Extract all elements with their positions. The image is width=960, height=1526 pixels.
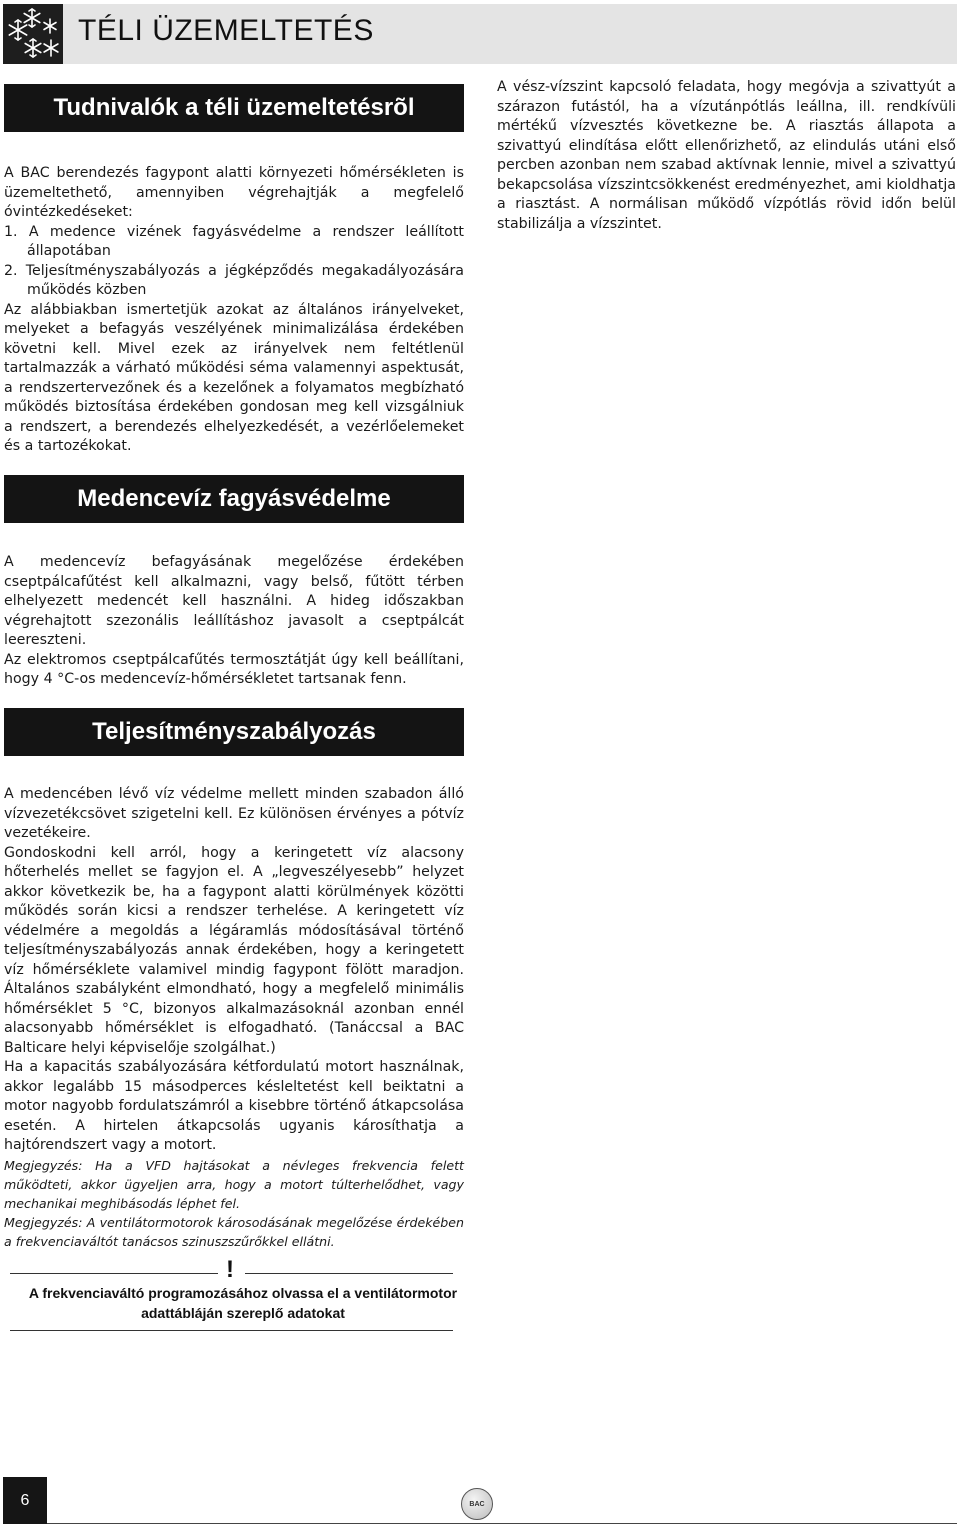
note-paragraph: Megjegyzés: A ventilátormotorok károsodásának megelőzése érdekében a frekvenciaváltót tanácsos szinuszszűrőkkel ellátni.: [4, 1214, 464, 1249]
footer-rule: [47, 1523, 957, 1524]
warning-rule-right: [245, 1273, 453, 1274]
body-paragraph: Az elektromos cseptpálcafűtés termosztátját úgy kell beállítani, hogy 4 °C-os medencevíz-hőmérsékletet tartsanak fenn.: [4, 651, 464, 687]
intro-paragraph: A BAC berendezés fagypont alatti környezeti hőmérsékleten is üzemeltethető, amennyiben végrehajtják a megfelelő óvintézkedéseket:: [4, 165, 464, 220]
section1-text: [4, 164, 464, 457]
right-column-text: [497, 78, 956, 234]
page-title: TÉLI ÜZEMELTETÉS: [78, 14, 374, 47]
logo-text: BAC: [469, 1500, 485, 1508]
section3-text: [4, 785, 464, 1251]
warning-text: A frekvenciaváltó programozásához olvassa el a ventilátormotor adattábláján szereplő adatokat: [28, 1285, 458, 1321]
warning-rule-bottom: [10, 1330, 453, 1331]
list-item: 1. A medence vizének fagyásvédelme a rendszer leállított állapotában: [4, 223, 464, 259]
body-paragraph: Az alábbiakban ismertetjük azokat az általános irányelveket, melyeket a befagyás veszélyének minimalizálása érdekében követni kell. Mivel ezek az irányelvek nem feltétlenül tartalmazzák a várható működési séma valamennyi aspektusát, a rendszertervezőnek és a kezelőnek a folyamatos megbízható működés biztosítása érdekében gondosan meg kell vizsgálniuk a rendszert, a berendezés elhelyezkedését, a vezérlőelemeket és a tartozékokat.: [4, 301, 464, 454]
snowflake-icon: [3, 4, 63, 64]
body-paragraph: A medencében lévő víz védelme mellett minden szabadon álló vízvezetékcsövet szigetelni kell. Ez különösen érvényes a pótvíz vezetékeire.: [4, 786, 464, 841]
page-number: 6: [3, 1477, 47, 1524]
body-paragraph: Gondoskodni kell arról, hogy a keringetett víz alacsony hőterhelés mellet se fagyjon el. A „legveszélyesebb” helyzet akkor következik be, ha a fagypont alatti körülmények közötti működés során kicsi a rendszer terhelése. A keringetett víz védelmére a megoldás a légáramlás módosításával történő teljesítményszabályozás annak érdekében, hogy a keringetett víz hőmérséklete valamivel mindig fagypont fölött maradjon. Általános szabályként elmondható, hogy a megfelelő minimális hőmérséklet 5 °C, bizonyos alkalmazásoknál azonban ennél alacsonyabb hőmérséklet is elfogadható. (Tanáccsal a BAC Balticare helyi képviselője szolgálhat.): [4, 844, 464, 1056]
section-heading-winter-info: Tudnivalók a téli üzemeltetésrõl: [4, 84, 464, 132]
body-paragraph: Ha a kapacitás szabályozására kétfordulatú motort használnak, akkor legalább 15 másodperces késleltetést kell beiktatni a motor nagyobb fordulatszámról a kisebbre történő átkapcsolása esetén. A hirtelen átkapcsolás ugyanis károsíthatja a hajtórendszert vagy a motort.: [4, 1059, 464, 1153]
list-item: 2. Teljesítményszabályozás a jégképződés megakadályozására működés közben: [4, 262, 464, 298]
warning-rule-left: [10, 1273, 218, 1274]
body-paragraph: A vész-vízszint kapcsoló feladata, hogy megóvja a szivattyút a szárazon futástól, ha a vízutánpótlás leállna, ill. rendkívüli mértékű vízvesztés következne be. A riasztás állapota a szivattyú elindítása előtt ellenőrizhető, az elindulás utáni első percben azonban nem szabad aktívnak lennie, mivel a szivattyú bekapcsolása vízszintcsökkenést eredményezhet, ami kioldhatja a riasztást. A normálisan működő vízpótlás rövid időn belül stabilizálja a vízszintet.: [497, 79, 956, 232]
body-paragraph: A medencevíz befagyásának megelőzése érdekében cseptpálcafűtést kell alkalmazni, vagy belső, fűtött térben elhelyezett medencét kell használni. A hideg időszakban végrehajtott szezonális leállításhoz javasolt a cseptpálcát leereszteni.: [4, 554, 464, 648]
note-paragraph: Megjegyzés: Ha a VFD hajtásokat a névleges frekvencia felett működteti, akkor ügyeljen arra, hogy a motort túlterhelődhet, vagy mechanikai meghibásodás léphet fel.: [4, 1157, 464, 1211]
section-heading-capacity-control: Teljesítményszabályozás: [4, 708, 464, 756]
bac-logo: [461, 1488, 493, 1520]
section2-text: [4, 553, 464, 690]
section-heading-basin-freeze: Medencevíz fagyásvédelme: [4, 475, 464, 523]
warning-exclamation-icon: !: [226, 1256, 234, 1283]
